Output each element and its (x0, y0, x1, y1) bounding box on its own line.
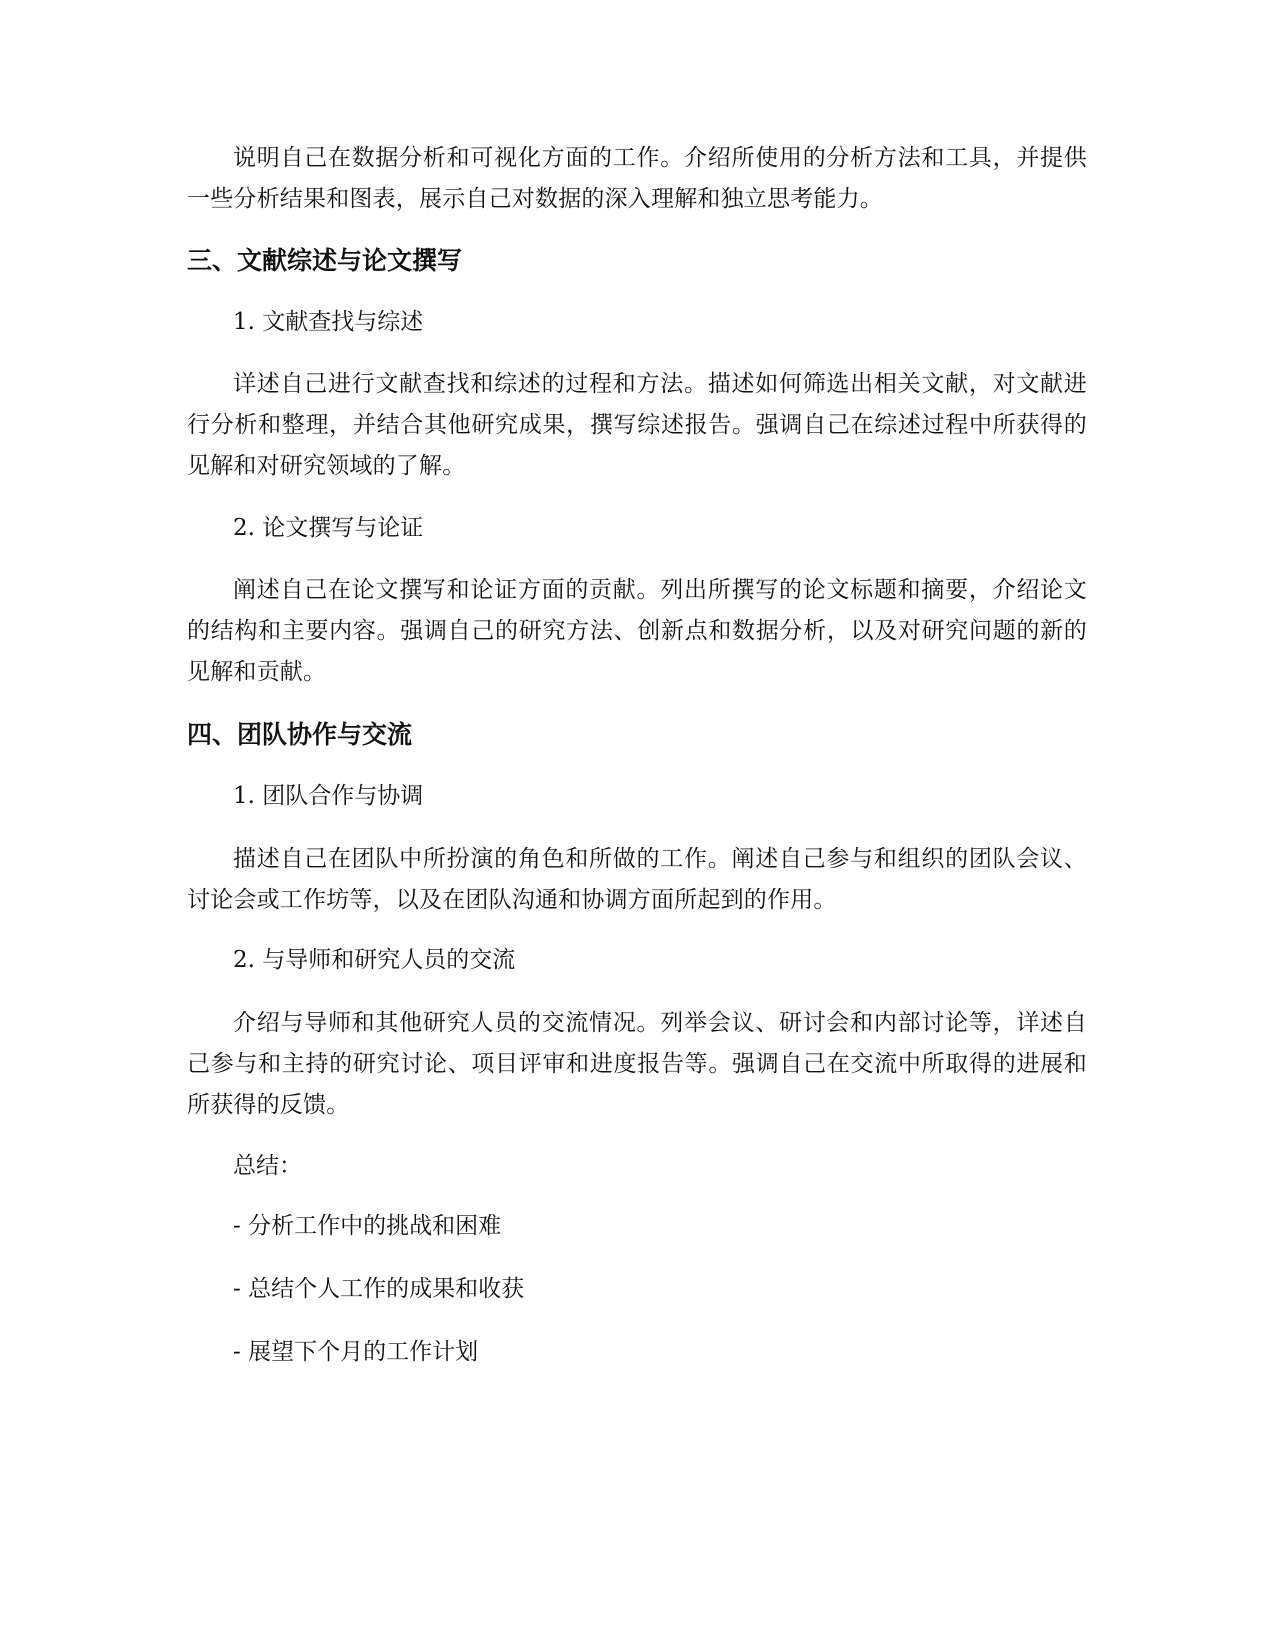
paragraph-literature-review: 详述自己进行文献查找和综述的过程和方法。描述如何筛选出相关文献，对文献进行分析和整理，并结合其他研究成果，撰写综述报告。强调自己在综述过程中所获得的见解和对研究领域的了解。 (187, 371, 1087, 479)
paragraph-teamwork: 描述自己在团队中所扮演的角色和所做的工作。阐述自己参与和组织的团队会议、讨论会或工作坊等，以及在团队沟通和协调方面所起到的作用。 (187, 846, 1087, 913)
summary-bullet: - 分析工作中的挑战和困难 (233, 1213, 502, 1239)
section-heading-teamwork: 四、团队协作与交流 (187, 720, 413, 749)
section-heading-literature: 三、文献综述与论文撰写 (187, 246, 463, 275)
paragraph-data-analysis: 说明自己在数据分析和可视化方面的工作。介绍所使用的分析方法和工具，并提供一些分析结果和图表，展示自己对数据的深入理解和独立思考能力。 (187, 145, 1087, 212)
summary-label: 总结： (233, 1153, 302, 1179)
subsection-thesis-writing: 2. 论文撰写与论证 (233, 515, 424, 541)
subsection-advisor-communication: 2. 与导师和研究人员的交流 (233, 947, 516, 973)
summary-bullet: - 展望下个月的工作计划 (233, 1339, 479, 1365)
subsection-team-cooperation: 1. 团队合作与协调 (233, 783, 424, 809)
paragraph-communication: 介绍与导师和其他研究人员的交流情况。列举会议、研讨会和内部讨论等，详述自己参与和主持的研究讨论、项目评审和进度报告等。强调自己在交流中所取得的进展和所获得的反馈。 (187, 1010, 1087, 1118)
paragraph-thesis-writing: 阐述自己在论文撰写和论证方面的贡献。列出所撰写的论文标题和摘要，介绍论文的结构和主要内容。强调自己的研究方法、创新点和数据分析，以及对研究问题的新的见解和贡献。 (187, 577, 1087, 685)
summary-bullet: - 总结个人工作的成果和收获 (233, 1276, 525, 1302)
subsection-literature-search: 1. 文献查找与综述 (233, 309, 424, 335)
